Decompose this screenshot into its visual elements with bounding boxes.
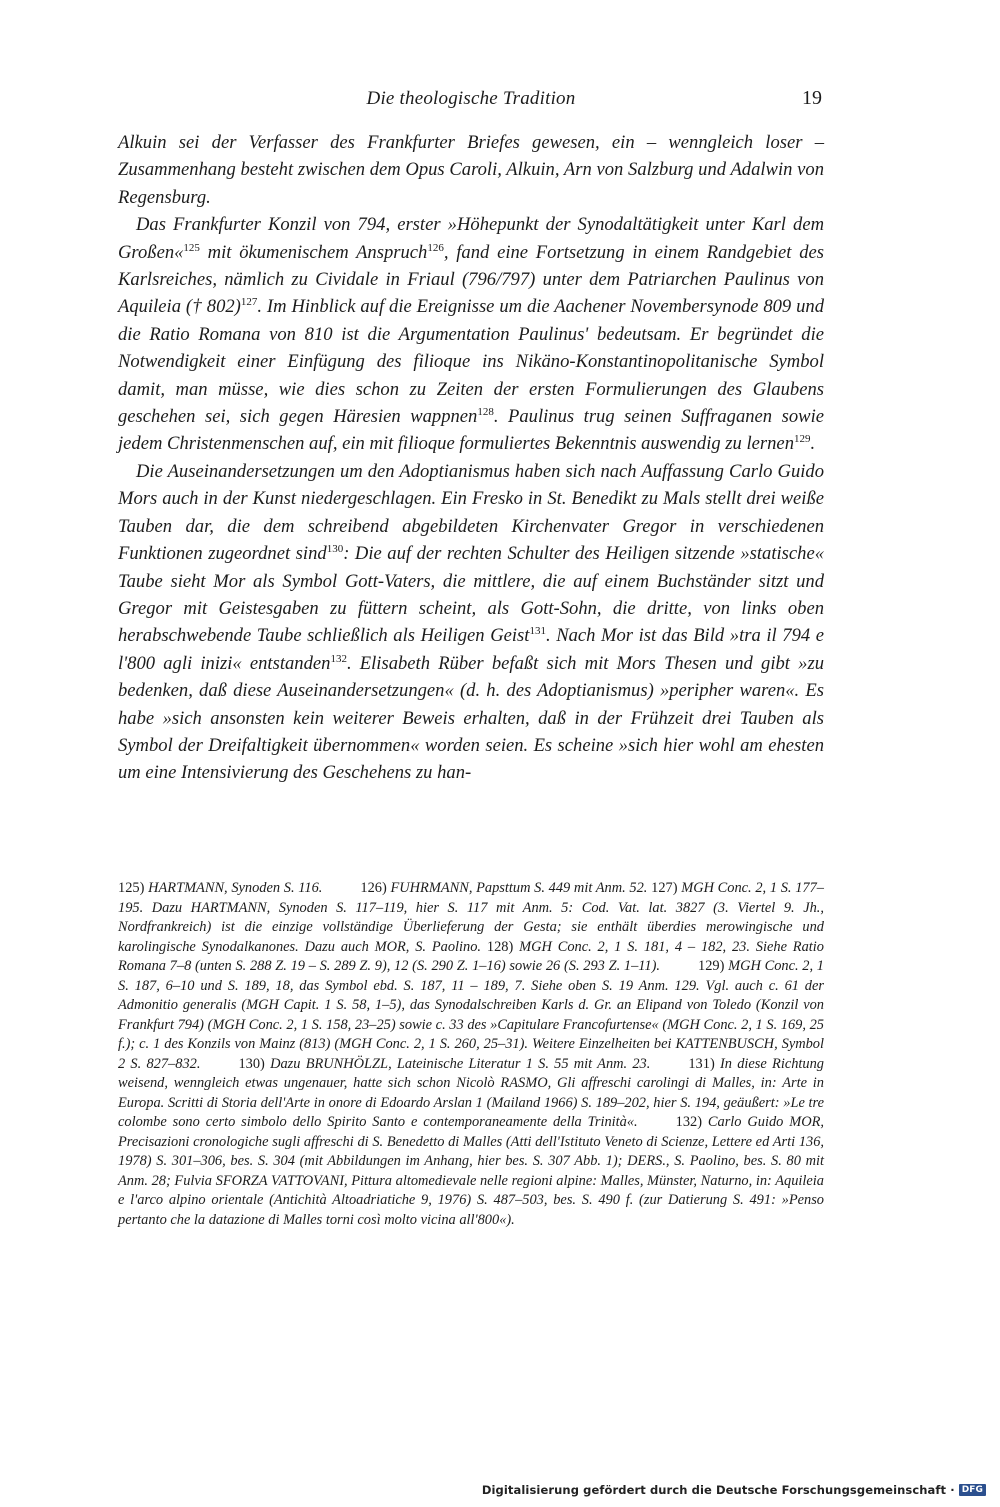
footnote-ref: 128 [477,406,494,419]
footnote-ref: 132 [330,652,347,665]
footnote-number: 126) [360,880,387,896]
paragraph [118,129,824,211]
footnote-ref: 127 [240,296,258,309]
text-run: . Nach Mor ist das Bild »tra il 794 e l'800 agli inizi« entstanden [118,625,824,674]
page-number: 19 [802,87,822,109]
text-run: . Im Hinblick auf die Ereignisse um die Aachener Novembersynode 809 und die Ratio Romana von 810 ist die Argumentation Paulinus' bedeutsam. Er begründet die Notwendigkeit einer Einfügung des filioque ins Nikäno-Konstantinopolitanische Symbol damit, man müsse, wie dies schon zu Zeiten der ersten Formulierungen des Glaubens geschehen sei, sich gegen Häresien wappnen [118,296,824,428]
body-text [118,129,824,787]
page-header [118,88,824,118]
text-run: Alkuin sei der Verfasser des Frankfurter Briefes gewesen, ein – wenngleich loser – Zusammenhang besteht zwischen dem Opus Caroli, Alkuin, Arn von Salzburg und Adalwin von Regensburg. [118,132,824,208]
footnote-text: In diese Richtung weisend, wenngleich etwas ungenauer, hatte sich schon Nicolò RASMO, Gli affreschi carolingi di Malles, in: Arte in Europa. Scritti di Storia dell'Arte in onore di Edoardo Arslan 1 (Mailand 1966) S. 189–202, hier S. 194, geäußert: »Le tre colombe sono certo simbolo dello Spirito Santo e contemporaneamente della Trinità«. [118,1055,824,1130]
footnote-number: 125) [118,880,145,896]
footnote-number: 127) [651,880,678,896]
footnote-block [118,879,824,1230]
footnote-text: HARTMANN, Synoden S. 116. [148,880,323,896]
footnote-number: 131) [688,1055,715,1072]
footnote-ref: 131 [529,625,546,638]
text-run: : Die auf der rechten Schulter des Heiligen sitzende »statische« Taube sieht Mor als Symbol Gott-Vaters, die mittlere, die auf einem Buchständer sitzt und Gregor mit Geistesgaben zu füttern scheint, als Gott-Sohn, die dritte, von links oben herabschwebende Taube schließlich als Heiligen Geist [118,543,824,647]
footnote-text: Dazu BRUNHÖLZL, Lateinische Literatur 1 S. 55 mit Anm. 23. [270,1055,651,1072]
footnote-text: MGH Conc. 2, 1 S. 177–195. Dazu HARTMANN, Synoden S. 117–119, hier S. 117 mit Anm. 5: Cod. Vat. lat. 3827 (3. Viertel 9. Jh., Nordfrankreich) ist die einzige vollständige Überlieferung der Gesta; sie enthält überdies merowingische und karolingische Synodalkanones. Dazu auch MOR, S. Paolino. [118,880,824,955]
footnote-text: MGH Conc. 2, 1 S. 187, 6–10 und S. 189, 18, das Symbol ebd. S. 187, 11 – 189, 7. Siehe oben S. 19 Anm. 129. Vgl. auch c. 61 der Admonitio generalis (MGH Capit. 1 S. 58, 1–5), das Synodalschreiben Karls d. Gr. an Elipand von Toledo (Konzil von Frankfurt 794) (MGH Conc. 2, 1 S. 158, 23–25) sowie c. 33 des »Capitulare Francofurtense« (MGH Conc. 2, 1 S. 169, 25 f.); c. 1 des Konzils von Mainz (813) (MGH Conc. 2, 1 S. 260, 25–31). Weitere Einzelheiten bei KATTENBUSCH, Symbol 2 S. 827–832. [118,958,824,1072]
footnote-ref: 126 [427,241,444,254]
text-run: . Paulinus trug seinen Suffraganen sowie jedem Christenmenschen auf, ein mit filioque formuliertes Bekenntnis auswendig zu lernen [118,406,824,455]
footnote-text: Carlo Guido MOR, Precisazioni cronologiche sugli affreschi di S. Benedetto di Malles (Atti dell'Istituto Veneto di Scienze, Lettere ed Arti 136, 1978) S. 301–306, bes. S. 304 (mit Abbildungen im Anhang, hier bes. S. 307 Abb. 1); DERS., S. Paolino, bes. S. 80 mit Anm. 28; Fulvia SFORZA VATTOVANI, Pittura altomedievale nelle regioni alpine: Malles, Münster, Naturno, in: Aquileia e l'arco alpino orientale (Antichità Altoadriatiche 9, 1976) S. 487–503, bes. S. 490 f. (zur Datierung S. 491: »Penso pertanto che la datazione di Malles torni così molto vicina all'800«). [118,1114,824,1228]
footnote-ref: 129 [794,433,811,446]
footnote-ref: 130 [326,543,344,556]
digitization-credit [482,1483,986,1497]
text-run: Das Frankfurter Konzil von 794, erster »Höhepunkt der Synodaltätigkeit unter Karl dem Großen« [118,214,824,263]
footnote-ref: 125 [183,241,200,254]
text-run: . Elisabeth Rüber befaßt sich mit Mors Thesen und gibt »zu bedenken, daß diese Auseinandersetzungen« (d. h. des Adoptianismus) »peripher waren«. Es habe »sich ansonsten kein weiterer Beweis erhalten, daß in der Frühzeit drei Tauben als Symbol der Dreifaltigkeit übernommen« worden seien. Es scheine »sich hier wohl am ehesten um eine Intensivierung des Geschehens zu han- [118,652,824,784]
footnote-text: FUHRMANN, Papsttum S. 449 mit Anm. 52. [390,880,648,896]
footnote-number: 132) [675,1114,703,1130]
text-run: , fand eine Fortsetzung in einem Randgebiet des Karlsreiches, nämlich zu Cividale in Friaul (796/797) unter dem Patriarchen Paulinus von Aquileia († 802) [118,241,824,318]
footnote-number: 128) [486,938,514,955]
running-title: Die theologische Tradition [366,88,576,109]
dfg-logo: DFG [959,1484,986,1496]
text-run: . [810,433,816,455]
text-run: Die Auseinandersetzungen um den Adoptianismus haben sich nach Auffassung Carlo Guido Mors auch in der Kunst niedergeschlagen. Ein Fresko in St. Benedikt zu Mals stellt drei weiße Tauben dar, die dem schreibend abgebildeten Kirchenvater Gregor in verschiedenen Funktionen zugeordnet sind [118,460,824,565]
footnote-text: MGH Conc. 2, 1 S. 181, 4 – 182, 23. Siehe Ratio Romana 7–8 (unten S. 288 Z. 19 – S. 289 Z. 9), 12 (S. 290 Z. 1–16) sowie 26 (S. 293 Z. 1–11). [118,938,824,974]
text-run: mit ökumenischem Anspruch [199,241,428,263]
footnote-number: 130) [238,1055,265,1072]
footnote-number: 129) [698,958,725,974]
footnotes [118,879,824,1230]
paragraph [118,211,824,458]
credit-text: Digitalisierung gefördert durch die Deutsche Forschungsgemeinschaft · [481,1483,955,1497]
paragraph [118,458,824,787]
